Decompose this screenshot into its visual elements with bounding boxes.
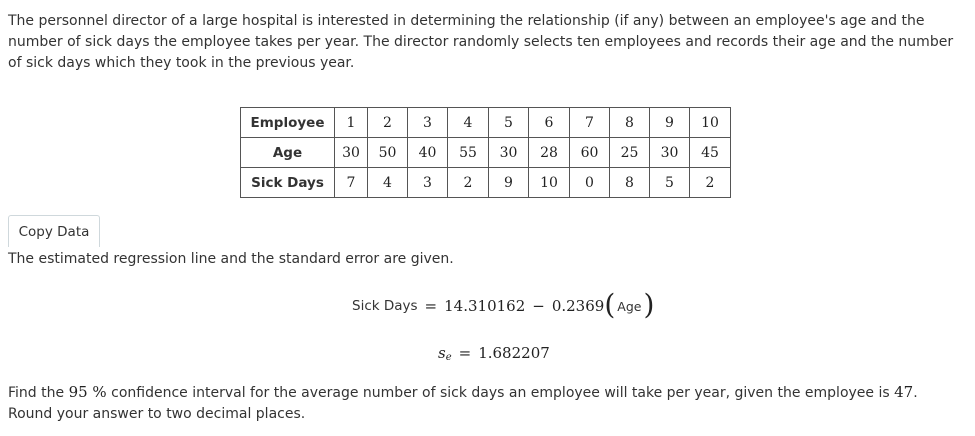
se-value: 1.682207: [478, 344, 550, 362]
table-cell: 7: [335, 168, 368, 198]
table-cell: 5: [489, 108, 529, 138]
right-paren: ): [643, 288, 655, 321]
copy-data-button[interactable]: Copy Data: [8, 215, 100, 247]
given-age-value: 47: [894, 383, 914, 401]
equals-sign: =: [424, 297, 438, 315]
table-cell: 10: [529, 168, 570, 198]
table-cell: 30: [650, 138, 690, 168]
given-text: The estimated regression line and the standard error are given.: [8, 251, 454, 267]
table-cell: 10: [690, 108, 731, 138]
table-cell: 1: [335, 108, 368, 138]
table-cell: 2: [368, 108, 408, 138]
table-cell: 25: [610, 138, 650, 168]
table-cell: 9: [489, 168, 529, 198]
table-cell: 55: [448, 138, 489, 168]
table-row-sick-days: [241, 168, 731, 198]
question-part: confidence interval for the average number of sick days an employee will take per year, given the employee is: [106, 385, 895, 401]
question-part: Find the: [8, 385, 69, 401]
se-subscript: e: [445, 351, 452, 363]
minus-sign: −: [532, 297, 545, 315]
se-symbol: s: [438, 344, 446, 362]
intercept-value: 14.310162: [444, 297, 526, 315]
table-cell: 8: [610, 108, 650, 138]
table-cell: 9: [650, 108, 690, 138]
table-cell: 4: [448, 108, 489, 138]
table-cell: 6: [529, 108, 570, 138]
equation-variable: Age: [617, 298, 642, 314]
table-cell: 3: [408, 108, 448, 138]
row-header: Age: [241, 138, 335, 168]
table-cell: 45: [690, 138, 731, 168]
table-cell: 40: [408, 138, 448, 168]
table-row-age: [241, 138, 731, 168]
question-text: [8, 382, 963, 425]
table-cell: 4: [368, 168, 408, 198]
regression-equation: [352, 288, 654, 324]
table-cell: 28: [529, 138, 570, 168]
problem-intro: The personnel director of a large hospital is interested in determining the relationship (if any) between an employee's age and the number of sick days the employee takes per year. The director randomly selects ten employees and records their age and the number of sick days which they took in the previous year.: [8, 13, 954, 71]
table-cell: 7: [570, 108, 610, 138]
table-cell: 30: [335, 138, 368, 168]
equals-sign: =: [458, 344, 472, 362]
table-cell: 0: [570, 168, 610, 198]
row-header: Sick Days: [241, 168, 335, 198]
table-cell: 2: [690, 168, 731, 198]
table-cell: 30: [489, 138, 529, 168]
table-row-employee: [241, 108, 731, 138]
question-part: . Round your answer to two decimal places.: [8, 385, 918, 422]
left-paren: (: [604, 288, 616, 321]
table-cell: 50: [368, 138, 408, 168]
standard-error-equation: [438, 342, 550, 364]
table-cell: 5: [650, 168, 690, 198]
table-cell: 60: [570, 138, 610, 168]
table-cell: 8: [610, 168, 650, 198]
confidence-level: 95 %: [68, 383, 107, 401]
row-header: Employee: [241, 108, 335, 138]
table-cell: 3: [408, 168, 448, 198]
table-cell: 2: [448, 168, 489, 198]
data-table: [240, 107, 731, 198]
slope-value: 0.2369: [551, 297, 605, 315]
equation-lhs: Sick Days: [352, 298, 418, 314]
